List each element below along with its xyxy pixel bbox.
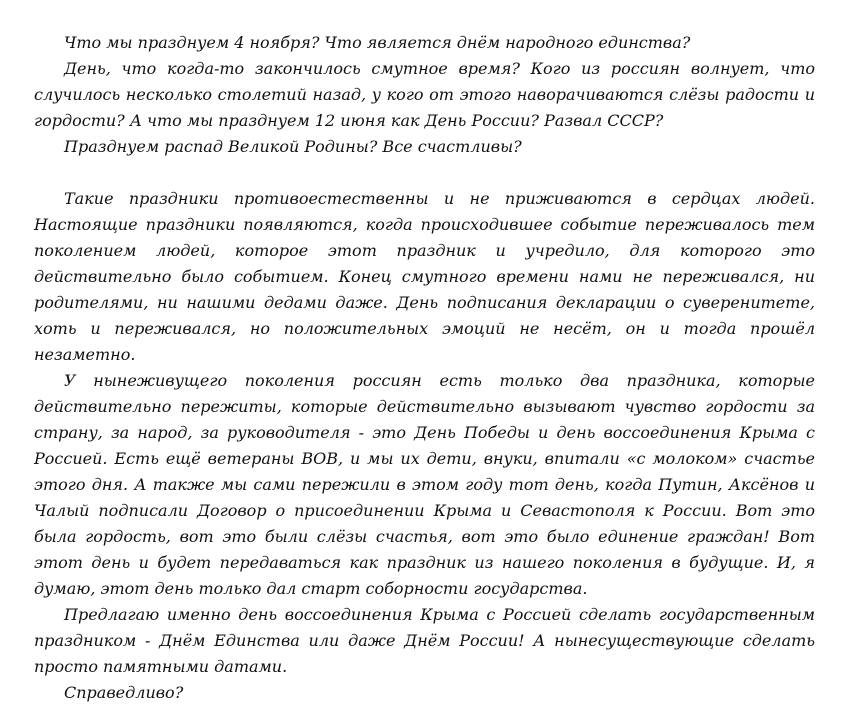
- paragraph-rodina-question: Празднуем распад Великой Родины? Все счастливы?: [64, 137, 522, 156]
- paragraph-proposal: Предлагаю именно день воссоединения Крыма с Россией сделать государственным праздником - Днём Единства или даже Днём России! А нынесуществующие сделать просто памятными датами.: [34, 605, 815, 676]
- paragraph-unnatural-holidays: Такие праздники противоестественны и не приживаются в сердцах людей. Настоящие праздники появляются, когда происходившее событие переживалось тем поколением людей, которое этот праздник и учредило, для которого это действительно было событием. Конец смутного времени нами не переживался, ни родителями, ни нашими дедами даже. День подписания декларации о суверенитете, хоть и переживался, но положительных эмоций не несёт, он и тогда прошёл незаметно.: [34, 189, 815, 364]
- paragraph-closing-question: Справедливо?: [64, 683, 184, 702]
- paragraph-question-nov4: Что мы празднуем 4 ноября? Что является днём народного единства?: [64, 33, 691, 52]
- paragraph-spacer: [34, 160, 815, 186]
- paragraph-two-holidays: У нынеживущего поколения россиян есть только два праздника, которые действительно пережиты, которые действительно вызывают чувство гордости за страну, за народ, за руководителя - это День Победы и день воссоединения Крыма с Россией. Есть ещё ветераны ВОВ, и мы их дети, внуки, впитали «с молоком» счастье этого дня. А также мы сами пережили в этом году тот день, когда Путин, Аксёнов и Чалый подписали Договор о присоединении Крыма и Севастополя к России. Вот это была гордость, вот это были слёзы счастья, вот это было единение граждан! Вот этот день и будет передаваться как праздник из нашего поколения в будущие. И, я думаю, этот день только дал старт соборности государства.: [34, 371, 815, 598]
- paragraph-smuta-question: День, что когда-то закончилось смутное время? Кого из россиян волнует, что случилось несколько столетий назад, у кого от этого наворачиваются слёзы радости и гордости? А что мы празднуем 12 июня как День России? Развал СССР?: [34, 59, 815, 130]
